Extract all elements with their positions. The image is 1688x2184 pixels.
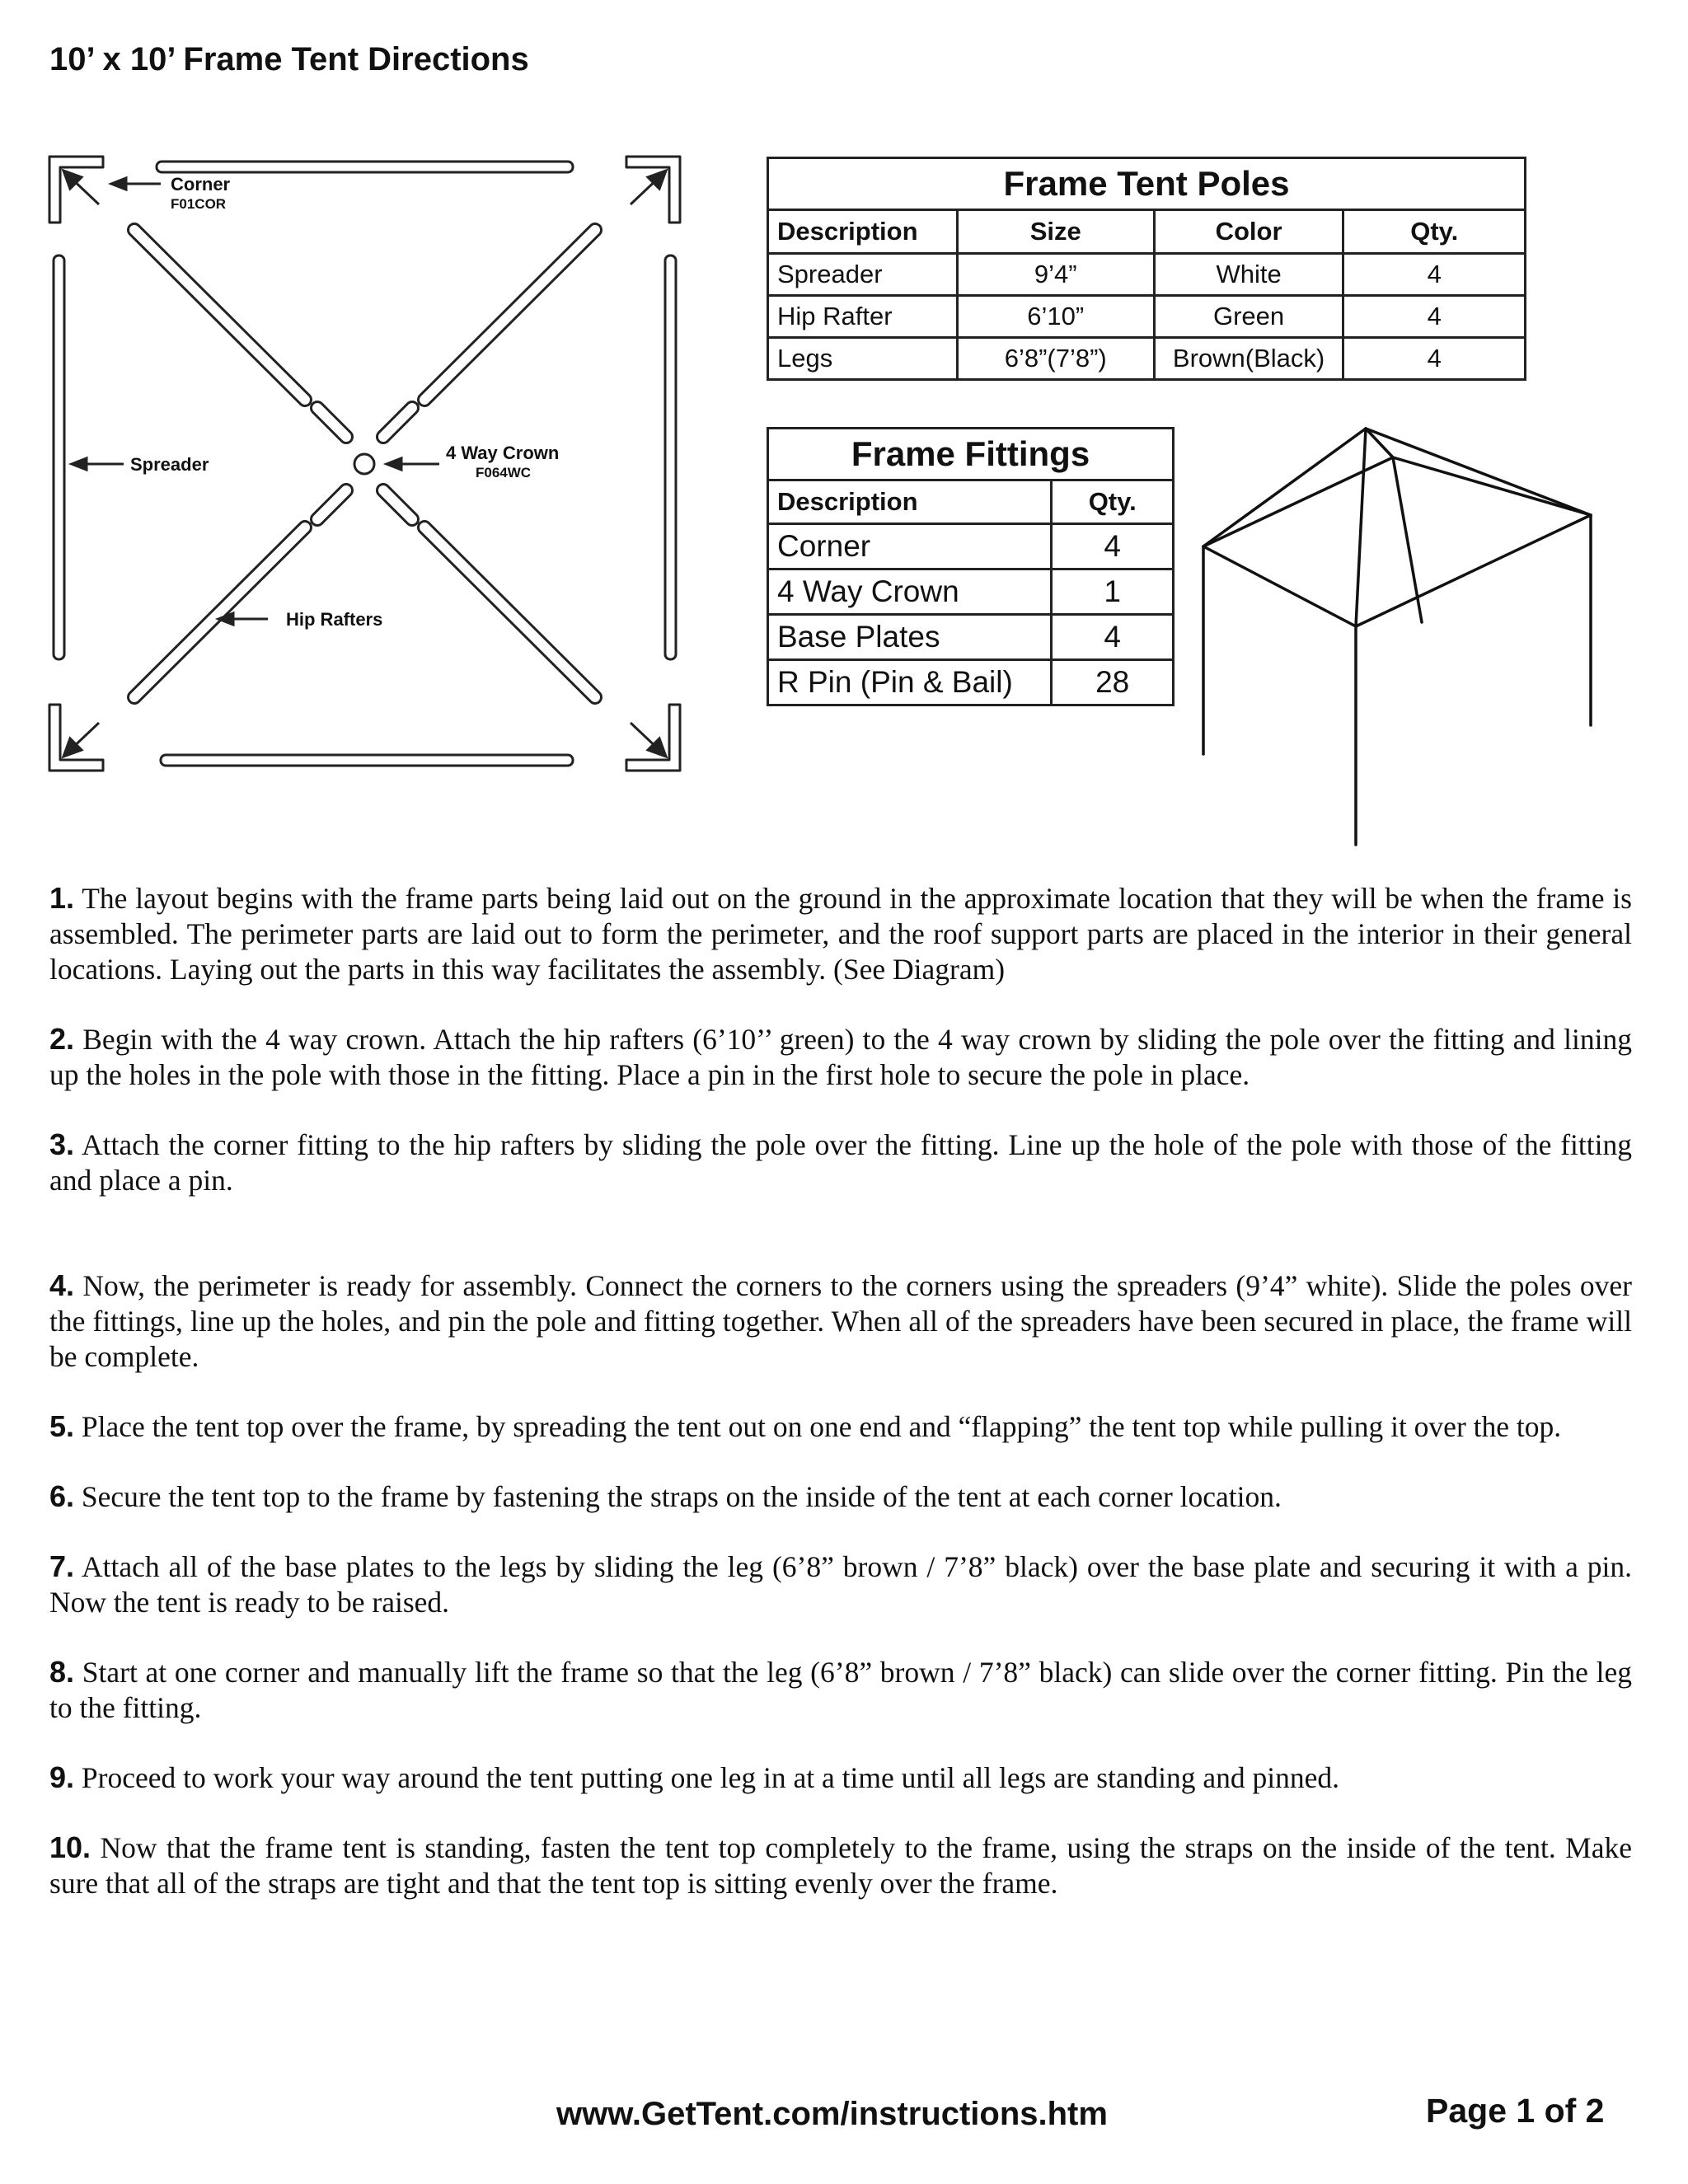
step-3 (49, 1127, 1632, 1198)
step-2 (49, 1021, 1632, 1093)
spreader-top (157, 162, 573, 172)
step-number: 4. (49, 1268, 75, 1302)
table-cell: Brown(Black) (1154, 338, 1343, 380)
table-cell: Green (1154, 296, 1343, 338)
step-number: 8. (49, 1655, 75, 1689)
table-cell: 4 (1343, 338, 1526, 380)
crown-hub (354, 454, 374, 474)
page-title: 10’ x 10’ Frame Tent Directions (49, 41, 529, 77)
column-header: Description (768, 480, 1052, 524)
table-row (768, 660, 1174, 705)
step-7 (49, 1549, 1632, 1620)
step-number: 7. (49, 1549, 75, 1583)
corner-fitting-bottom-right (626, 705, 680, 771)
step-number: 6. (49, 1479, 75, 1513)
step-5 (49, 1408, 1632, 1445)
assembly-steps (49, 880, 1632, 1901)
table-cell: 4 Way Crown (768, 569, 1052, 615)
table-header-row (768, 480, 1174, 524)
step-number: 10. (49, 1830, 91, 1864)
step-text: The layout begins with the frame parts being laid out on the ground in the approximate location that they will be when the frame is assembled. The perimeter parts are laid out to form the perimeter, and the roof support parts are placed in the interior in their general locations. Laying out the parts in this way facilitates the assembly. (See Diagram) (49, 882, 1632, 986)
column-header: Color (1154, 210, 1343, 254)
step-10 (49, 1830, 1632, 1901)
table-cell: White (1154, 254, 1343, 296)
corner-fitting-bottom-left (49, 705, 103, 771)
table-cell: 4 (1052, 524, 1174, 569)
spreader-bottom (161, 755, 573, 766)
table-row (768, 524, 1174, 569)
step-text: Attach all of the base plates to the legs by sliding the leg (6’8” brown / 7’8” black) over the base plate and securing it with a pin. Now the tent is ready to be raised. (49, 1550, 1632, 1619)
hip-rafter-sw (134, 527, 305, 697)
step-6 (49, 1479, 1632, 1515)
table-cell: Legs (768, 338, 958, 380)
step-text: Now, the perimeter is ready for assembly. Connect the corners to the corners using the spreaders (9’4” white). Slide the poles over the fittings, line up the holes, and pin the pole and fitting together. When all of the spreaders have been secured in place, the frame will be complete. (49, 1269, 1632, 1373)
step-number: 5. (49, 1409, 75, 1443)
assembled-tent-drawing (1191, 416, 1603, 849)
frame-layout-diagram (45, 152, 684, 775)
corner-fitting-top-right (626, 157, 680, 223)
table-cell: 9’4” (957, 254, 1154, 296)
table-cell: 6’8”(7’8”) (957, 338, 1154, 380)
table-cell: 4 (1343, 296, 1526, 338)
step-text: Place the tent top over the frame, by spreading the tent out on one end and “flapping” the tent top while pulling it over the top. (74, 1410, 1562, 1443)
step-text: Now that the frame tent is standing, fasten the tent top completely to the frame, using the straps on the inside of the tent. Make sure that all of the straps are tight and that the tent top is sitting evenly over the frame. (49, 1831, 1632, 1900)
step-number: 2. (49, 1022, 75, 1056)
hip-rafter-se (424, 527, 595, 697)
table-cell: 6’10” (957, 296, 1154, 338)
table-header-row (768, 210, 1526, 254)
column-header: Description (768, 210, 958, 254)
table-row (768, 296, 1526, 338)
step-text: Attach the corner fitting to the hip rafters by sliding the pole over the fitting. Line up the hole of the pole with those of the fitting and place a pin. (49, 1128, 1632, 1197)
table-row (768, 338, 1526, 380)
column-header: Qty. (1343, 210, 1526, 254)
spreader-label: Spreader (130, 454, 209, 475)
table-cell: Spreader (768, 254, 958, 296)
step-number: 3. (49, 1127, 75, 1161)
footer-url: www.GetTent.com/instructions.htm (556, 2096, 1108, 2132)
poles-table-caption: Frame Tent Poles (768, 158, 1526, 210)
column-header: Size (957, 210, 1154, 254)
table-row (768, 615, 1174, 660)
step-text: Start at one corner and manually lift the frame so that the leg (6’8” brown / 7’8” black) can slide over the corner fitting. Pin the leg to the fitting. (49, 1656, 1632, 1724)
step-text: Secure the tent top to the frame by fastening the straps on the inside of the tent at each corner location. (74, 1480, 1282, 1513)
step-number: 1. (49, 881, 75, 915)
table-cell: 4 (1052, 615, 1174, 660)
step-9 (49, 1760, 1632, 1796)
column-header: Qty. (1052, 480, 1174, 524)
table-row (768, 254, 1526, 296)
step-8 (49, 1654, 1632, 1726)
spreader-left (54, 255, 64, 659)
step-number: 9. (49, 1760, 75, 1794)
table-cell: Base Plates (768, 615, 1052, 660)
hip-rafter-ne (424, 230, 595, 400)
frame-fittings-table (767, 427, 1175, 706)
step-1 (49, 880, 1632, 987)
table-cell: 28 (1052, 660, 1174, 705)
spreader-right (665, 255, 676, 659)
table-row (768, 569, 1174, 615)
page-number: Page 1 of 2 (1426, 2092, 1605, 2130)
hip-rafters-label: Hip Rafters (286, 609, 383, 630)
frame-tent-poles-table (767, 157, 1526, 381)
table-cell: 1 (1052, 569, 1174, 615)
corner-code: F01COR (171, 196, 227, 212)
corner-fitting-top-left (49, 157, 103, 223)
step-text: Proceed to work your way around the tent putting one leg in at a time until all legs are standing and pinned. (74, 1761, 1340, 1794)
crown-code: F064WC (476, 465, 532, 480)
table-cell: R Pin (Pin & Bail) (768, 660, 1052, 705)
corner-label: Corner (171, 174, 231, 194)
fittings-table-caption: Frame Fittings (768, 429, 1174, 480)
step-text: Begin with the 4 way crown. Attach the hip rafters (6’10’’ green) to the 4 way crown by sliding the pole over the fitting and lining up the holes in the pole with those in the fitting. Place a pin in the first hole to secure the pole in place. (49, 1023, 1632, 1091)
table-cell: Hip Rafter (768, 296, 958, 338)
table-cell: 4 (1343, 254, 1526, 296)
step-4 (49, 1268, 1632, 1375)
crown-label: 4 Way Crown (446, 443, 560, 463)
table-cell: Corner (768, 524, 1052, 569)
hip-rafter-nw (134, 230, 305, 400)
